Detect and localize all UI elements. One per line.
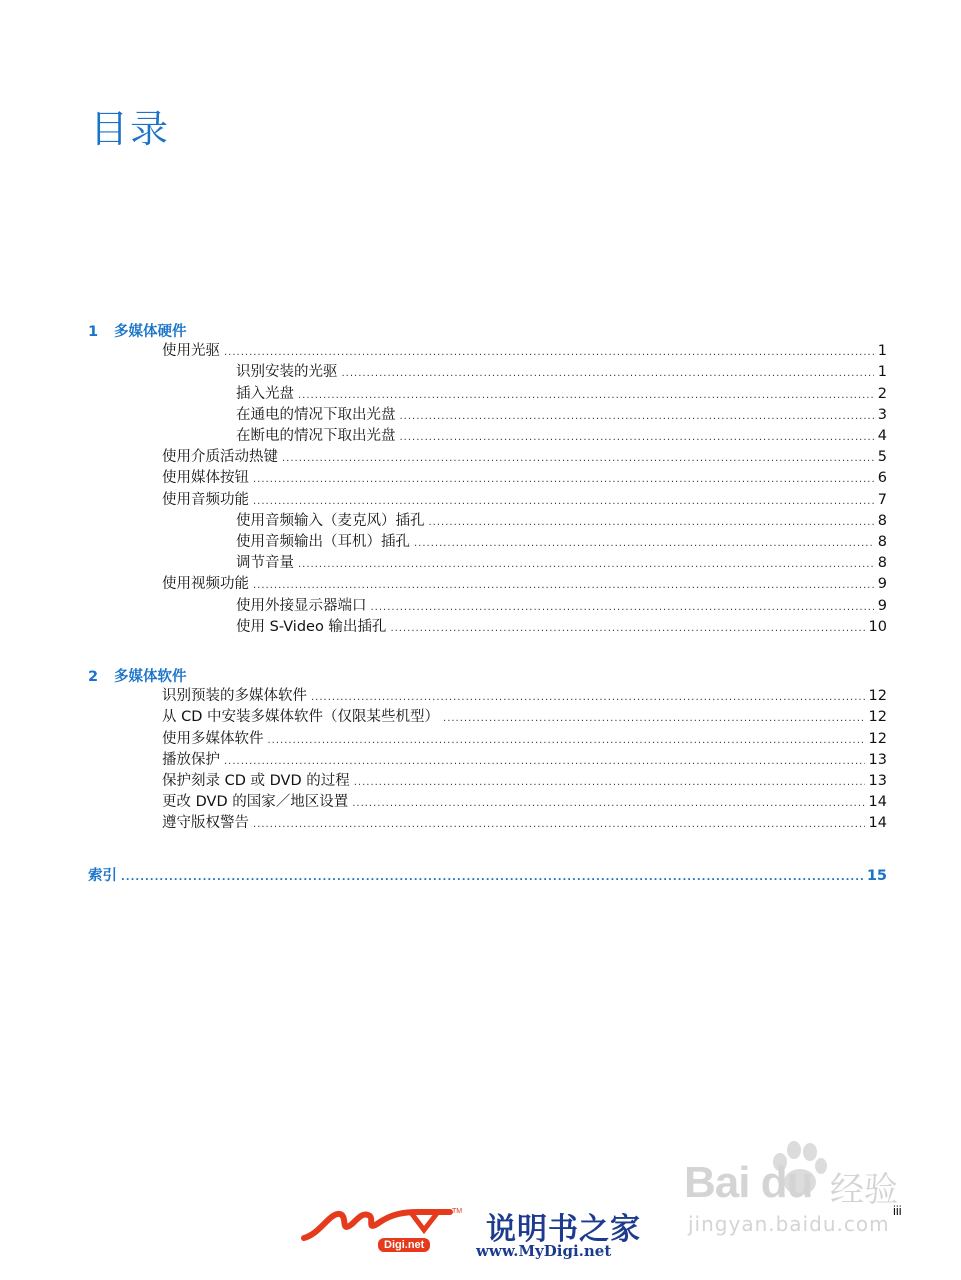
- toc-entry[interactable]: [236, 426, 887, 446]
- toc-entry-label: 使用音频输入（麦克风）插孔: [236, 512, 425, 529]
- toc-entry[interactable]: [162, 686, 887, 706]
- toc-entry[interactable]: [236, 362, 887, 382]
- dot-leader: [371, 598, 874, 618]
- dot-leader: [282, 449, 874, 469]
- toc-entry-page: 10: [868, 618, 887, 635]
- toc-entry-label: 使用光驱: [162, 343, 220, 360]
- toc-entry-label: 调节音量: [236, 555, 294, 572]
- toc-entry-label: 使用外接显示器端口: [236, 597, 367, 614]
- mydigi-logo: [300, 1200, 660, 1270]
- dot-leader: [268, 731, 865, 751]
- toc-entry[interactable]: [236, 384, 887, 404]
- toc-entry[interactable]: [236, 553, 887, 573]
- toc-entry-label: 识别安装的光驱: [236, 364, 338, 381]
- toc-entry-page: 14: [868, 815, 887, 832]
- chapter-title: 多媒体软件: [114, 669, 187, 685]
- dot-leader: [390, 619, 864, 639]
- dot-leader: [224, 752, 865, 772]
- toc-entry[interactable]: [236, 511, 887, 531]
- toc-entry-label: 从 CD 中安装多媒体软件（仅限某些机型）: [162, 709, 440, 726]
- dot-leader: [443, 709, 865, 729]
- chapter-heading[interactable]: [88, 320, 187, 341]
- index-page: 15: [866, 867, 887, 884]
- toc-index-entry[interactable]: [88, 866, 887, 886]
- toc-entry-page: 9: [877, 576, 887, 593]
- toc-entry-page: 12: [868, 709, 887, 726]
- watermark-brand-cn: 经验: [830, 1170, 898, 1210]
- dot-leader: [253, 492, 874, 512]
- toc-entry[interactable]: [236, 617, 887, 637]
- toc-entry-label: 保护刻录 CD 或 DVD 的过程: [162, 773, 350, 789]
- index-label: 索引: [88, 867, 117, 884]
- toc-entry-page: 6: [877, 470, 887, 487]
- dot-leader: [121, 868, 863, 888]
- toc-entry-page: 13: [868, 751, 887, 768]
- chapter-number: 2: [88, 669, 99, 685]
- dot-leader: [400, 428, 874, 448]
- toc-entry-page: 12: [868, 730, 887, 747]
- toc-entry-label: 识别预装的多媒体软件: [162, 688, 307, 705]
- toc-entry[interactable]: [162, 341, 887, 361]
- dot-leader: [224, 343, 874, 363]
- dot-leader: [429, 513, 874, 533]
- toc-entry-page: 13: [868, 773, 887, 789]
- baidu-watermark: [680, 1140, 920, 1250]
- digi-net-badge: Digi.net: [378, 1238, 430, 1252]
- toc-entry[interactable]: [162, 750, 887, 770]
- toc-entry-page: 8: [877, 555, 887, 572]
- dot-leader: [354, 773, 865, 793]
- trademark-mark: TM: [452, 1208, 463, 1215]
- toc-entry[interactable]: [162, 447, 887, 467]
- dot-leader: [253, 576, 874, 596]
- dot-leader: [253, 815, 865, 835]
- watermark-url: jingyan.baidu.com: [688, 1212, 890, 1236]
- toc-entry-label: 使用音频功能: [162, 491, 249, 508]
- page-number: iii: [893, 1203, 902, 1218]
- toc-entry[interactable]: [162, 771, 887, 791]
- toc-entry-page: 7: [877, 491, 887, 508]
- chapter-title: 多媒体硬件: [114, 324, 187, 340]
- dot-leader: [253, 470, 874, 490]
- toc-entry-page: 1: [877, 343, 887, 360]
- toc-entry-label: 更改 DVD 的国家／地区设置: [162, 794, 349, 811]
- chapter-heading[interactable]: [88, 665, 187, 686]
- watermark-brand: Bai du: [684, 1158, 813, 1207]
- toc-entry[interactable]: [162, 707, 887, 727]
- toc-entry-page: 12: [868, 688, 887, 705]
- dot-leader: [311, 688, 865, 708]
- logo-name-cn: 说明书之家: [486, 1212, 641, 1247]
- toc-entry[interactable]: [162, 813, 887, 833]
- toc-entry-label: 使用介质活动热键: [162, 449, 278, 466]
- toc-entry-label: 播放保护: [162, 751, 220, 768]
- toc-entry[interactable]: [236, 596, 887, 616]
- dot-leader: [298, 386, 874, 406]
- toc-entry-page: 5: [877, 449, 887, 466]
- toc-entry-page: 2: [877, 385, 887, 402]
- toc-entry-page: 9: [877, 597, 887, 614]
- toc-entry[interactable]: [236, 532, 887, 552]
- toc-entry-label: 使用 S-Video 输出插孔: [236, 618, 387, 635]
- dot-leader: [298, 555, 874, 575]
- toc-entry-label: 在断电的情况下取出光盘: [236, 428, 396, 444]
- page-title: 目录: [90, 107, 171, 151]
- dot-leader: [400, 407, 874, 427]
- toc-entry-page: 14: [868, 794, 887, 811]
- dot-leader: [342, 364, 874, 384]
- toc-entry[interactable]: [162, 574, 887, 594]
- toc-entry-label: 使用媒体按钮: [162, 470, 249, 487]
- toc-entry-label: 在通电的情况下取出光盘: [236, 406, 396, 423]
- toc-entry-label: 插入光盘: [236, 385, 294, 402]
- toc-entry-page: 1: [877, 364, 887, 381]
- toc-entry-label: 使用多媒体软件: [162, 730, 264, 747]
- toc-entry[interactable]: [236, 405, 887, 425]
- toc-entry[interactable]: [162, 792, 887, 812]
- toc-entry-label: 使用视频功能: [162, 576, 249, 593]
- toc-entry-page: 4: [877, 428, 887, 444]
- chapter-number: 1: [88, 324, 99, 340]
- toc-entry-page: 8: [877, 512, 887, 529]
- logo-website: www.MyDigi.net: [476, 1242, 612, 1260]
- toc-entry[interactable]: [162, 729, 887, 749]
- toc-entry-label: 使用音频输出（耳机）插孔: [236, 534, 410, 550]
- toc-entry-page: 3: [877, 406, 887, 423]
- toc-entry-page: 8: [877, 534, 887, 550]
- dot-leader: [414, 534, 874, 554]
- dot-leader: [352, 794, 864, 814]
- toc-entry-label: 遵守版权警告: [162, 815, 249, 832]
- toc-entry[interactable]: [162, 490, 887, 510]
- toc-entry[interactable]: [162, 468, 887, 488]
